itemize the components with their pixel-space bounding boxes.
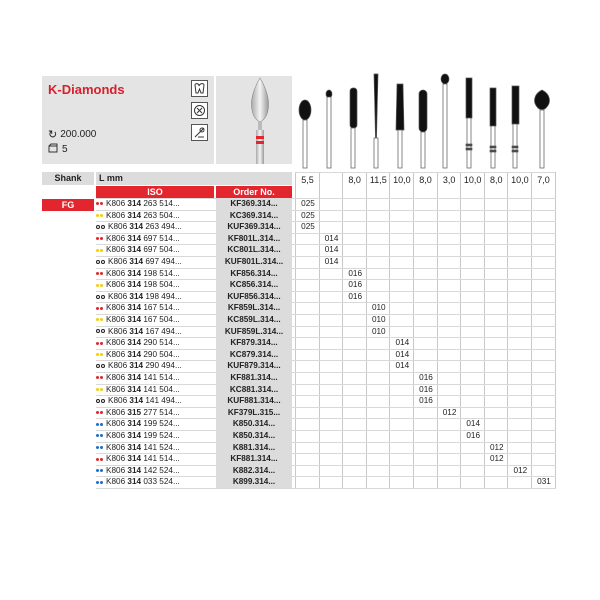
color-code-dot <box>100 307 103 310</box>
order-number[interactable]: KUF801L.314... <box>216 256 292 268</box>
color-code-dot <box>96 364 100 368</box>
color-code-dot <box>100 202 103 205</box>
iso-suffix: 198 494... <box>143 291 182 301</box>
iso-suffix: 263 504... <box>141 210 180 220</box>
iso-prefix: K806 <box>106 454 128 464</box>
iso-suffix: 142 524... <box>141 465 180 475</box>
order-number[interactable]: KF369.314... <box>216 198 292 210</box>
length-value: 11,5 <box>369 175 387 185</box>
diameter-value: 010 <box>371 315 386 324</box>
iso-prefix: K806 <box>106 315 128 324</box>
iso-cell <box>96 244 216 256</box>
color-code-dot <box>96 307 99 310</box>
iso-shank-code: 314 <box>127 280 142 290</box>
iso-cell <box>96 372 216 384</box>
diameter-value: 016 <box>348 291 363 301</box>
shank-fg: FG <box>42 199 94 211</box>
color-code-dot <box>100 376 103 379</box>
color-code-dot <box>96 272 99 275</box>
iso-suffix: 263 494... <box>143 222 182 232</box>
color-code-dot <box>96 446 99 449</box>
iso-cell <box>96 453 216 465</box>
diameter-value: 012 <box>489 442 504 452</box>
iso-shank-code: 314 <box>127 268 142 278</box>
length-value: 10,0 <box>511 175 529 185</box>
iso-prefix: K806 <box>106 349 128 359</box>
grid-column-line <box>555 172 556 488</box>
color-code-dot <box>100 458 103 461</box>
length-value: 7,0 <box>537 175 550 185</box>
order-number[interactable]: KUF881.314... <box>216 395 292 407</box>
bur-shape-879 <box>396 84 404 168</box>
order-number[interactable]: K882.314... <box>216 465 292 477</box>
drill-angle-icon <box>191 124 208 141</box>
order-number[interactable]: KF881.314... <box>216 453 292 465</box>
diameter-value: 031 <box>537 477 551 487</box>
iso-prefix: K806 <box>106 210 128 220</box>
grid-column-line <box>507 172 508 488</box>
iso-suffix: 141 504... <box>141 384 180 394</box>
iso-shank-code: 315 <box>127 407 142 417</box>
diameter-value: 016 <box>348 280 363 290</box>
diameter-value: 016 <box>419 396 433 406</box>
order-number[interactable]: K850.314... <box>216 430 292 442</box>
length-header: L mm <box>96 172 292 185</box>
iso-suffix: 277 514... <box>141 407 180 417</box>
iso-shank-code: 314 <box>127 465 142 475</box>
iso-prefix: K806 <box>106 199 128 208</box>
iso-header: ISO <box>96 186 214 198</box>
diamond-bur-image <box>216 76 292 164</box>
iso-suffix: 697 514... <box>141 233 180 243</box>
iso-shank-code: 314 <box>127 210 142 220</box>
order-header: Order No. <box>216 186 292 198</box>
iso-shank-code: 314 <box>129 257 144 266</box>
color-code-dot <box>100 423 103 426</box>
iso-suffix: 167 514... <box>141 303 180 313</box>
diameter-value: 014 <box>395 349 410 359</box>
color-code-dot <box>100 411 103 414</box>
color-code-dot <box>100 446 103 449</box>
package-icon <box>48 143 58 156</box>
iso-shank-code: 314 <box>129 291 144 301</box>
shank-header: Shank <box>42 172 94 185</box>
diameter-value: 016 <box>348 268 363 278</box>
iso-prefix: K806 <box>106 419 128 429</box>
order-number[interactable]: KF881.314... <box>216 372 292 384</box>
order-number[interactable]: KF801L.314... <box>216 233 292 245</box>
iso-suffix: 290 504... <box>141 349 180 359</box>
iso-shank-code: 314 <box>127 477 142 487</box>
iso-prefix: K806 <box>106 431 128 440</box>
color-code-dot <box>100 353 103 356</box>
iso-cell <box>96 314 216 326</box>
length-value: 10,0 <box>393 175 411 185</box>
rpm-value: 200.000 <box>60 129 97 140</box>
iso-cell <box>96 407 216 419</box>
iso-shank-code: 314 <box>129 222 144 232</box>
dental-preparation-icon <box>191 102 208 119</box>
iso-prefix: K806 <box>106 407 128 417</box>
iso-prefix: K806 <box>108 257 130 266</box>
iso-cell <box>96 302 216 314</box>
color-code-dot <box>96 342 99 345</box>
bur-shape-882 <box>512 86 519 168</box>
iso-cell <box>96 198 216 210</box>
color-code-dot <box>96 469 99 472</box>
iso-prefix: K806 <box>106 268 128 278</box>
iso-cell <box>96 256 216 268</box>
color-code-dot <box>96 411 99 414</box>
iso-prefix: K806 <box>106 280 128 290</box>
iso-suffix: 198 514... <box>141 268 180 278</box>
color-code-dot <box>96 318 99 321</box>
iso-prefix: K806 <box>106 442 128 452</box>
bur-image-panel <box>216 76 292 164</box>
color-code-dot <box>96 237 99 240</box>
color-code-dot <box>96 202 99 205</box>
length-value: 10,0 <box>463 175 482 185</box>
dental-crown-icon <box>191 80 208 97</box>
color-code-dot <box>96 249 99 252</box>
order-number[interactable]: KF379L.315... <box>216 407 292 419</box>
color-code-dot <box>96 260 100 264</box>
bur-shape-899 <box>535 90 550 168</box>
iso-cell <box>96 268 216 280</box>
iso-suffix: 141 494... <box>143 396 182 406</box>
iso-suffix: 141 514... <box>141 373 180 382</box>
iso-prefix: K806 <box>106 465 128 475</box>
color-code-dot <box>100 469 103 472</box>
pack-value: 5 <box>62 144 68 155</box>
iso-cell <box>96 442 216 454</box>
iso-shank-code: 314 <box>127 454 142 464</box>
bur-shape-881b <box>490 88 496 168</box>
iso-shank-code: 314 <box>127 233 142 243</box>
diameter-value: 014 <box>324 233 339 243</box>
iso-suffix: 167 504... <box>141 315 180 324</box>
diameter-value: 014 <box>466 419 481 429</box>
order-number[interactable]: KC801L.314... <box>216 244 292 256</box>
color-code-dot <box>101 329 105 333</box>
bur-shape-881 <box>419 90 427 168</box>
diameter-value: 016 <box>419 384 433 394</box>
diameter-value: 012 <box>442 407 457 417</box>
iso-shank-code: 314 <box>129 361 144 371</box>
grid-column-line <box>531 172 532 488</box>
iso-prefix: K806 <box>106 245 128 255</box>
color-code-dot <box>96 284 99 287</box>
diameter-value: 010 <box>371 326 386 336</box>
color-code-dot <box>100 237 103 240</box>
iso-cell <box>96 337 216 349</box>
iso-shank-code: 314 <box>127 199 142 208</box>
iso-shank-code: 314 <box>127 442 142 452</box>
color-code-dot <box>96 295 100 299</box>
iso-cell <box>96 279 216 291</box>
pack-row <box>48 143 68 156</box>
color-code-dot <box>100 272 103 275</box>
bur-shape-369 <box>299 100 311 168</box>
color-code-dot <box>96 423 99 426</box>
iso-prefix: K806 <box>106 477 128 487</box>
iso-suffix: 199 524... <box>141 419 180 429</box>
iso-cell <box>96 395 216 407</box>
order-number[interactable]: K881.314... <box>216 442 292 454</box>
iso-suffix: 697 504... <box>141 245 180 255</box>
length-value: 5,5 <box>301 175 314 185</box>
iso-prefix: K806 <box>106 233 128 243</box>
diameter-value: 010 <box>371 303 386 313</box>
diameter-value: 014 <box>395 361 410 371</box>
iso-prefix: K806 <box>106 338 128 348</box>
iso-shank-code: 314 <box>127 338 142 348</box>
iso-suffix: 697 494... <box>143 257 182 266</box>
color-code-dot <box>96 458 99 461</box>
iso-prefix: K806 <box>108 326 130 336</box>
diameter-value: 025 <box>301 199 315 208</box>
bur-shape-859l <box>374 74 378 168</box>
iso-shank-code: 314 <box>129 326 144 336</box>
diameter-value: 012 <box>513 465 528 475</box>
bur-shape-850 <box>466 78 472 168</box>
color-code-dot <box>100 388 103 391</box>
iso-shank-code: 314 <box>127 384 142 394</box>
iso-cell <box>96 384 216 396</box>
order-number[interactable]: KC859L.314... <box>216 314 292 326</box>
iso-prefix: K806 <box>106 303 128 313</box>
color-code-dot <box>101 225 105 229</box>
iso-cell <box>96 360 216 372</box>
iso-cell <box>96 210 216 222</box>
iso-prefix: K806 <box>108 361 130 371</box>
iso-prefix: K806 <box>108 291 130 301</box>
iso-suffix: 141 524... <box>141 442 180 452</box>
length-value: 3,0 <box>442 175 456 185</box>
color-code-dot <box>96 329 100 333</box>
iso-suffix: 033 524... <box>141 477 180 487</box>
color-code-dot <box>100 249 103 252</box>
iso-suffix: 263 514... <box>141 199 180 208</box>
diameter-value: 016 <box>419 373 433 382</box>
order-number[interactable]: KUF369.314... <box>216 221 292 233</box>
order-number[interactable]: KC879.314... <box>216 349 292 361</box>
product-title: K-Diamonds <box>48 82 125 97</box>
iso-suffix: 198 504... <box>141 280 180 290</box>
color-code-dot <box>96 214 99 217</box>
order-number[interactable]: KUF879.314... <box>216 360 292 372</box>
iso-suffix: 290 494... <box>143 361 182 371</box>
order-number[interactable]: K899.314... <box>216 476 292 488</box>
color-code-dot <box>100 214 103 217</box>
diameter-value: 014 <box>324 257 339 266</box>
iso-prefix: K806 <box>106 373 128 382</box>
iso-cell <box>96 465 216 477</box>
order-number[interactable]: KC856.314... <box>216 279 292 291</box>
color-code-dot <box>101 364 105 368</box>
order-number[interactable]: KF859L.314... <box>216 302 292 314</box>
iso-cell <box>96 221 216 233</box>
iso-cell <box>96 430 216 442</box>
order-number[interactable]: KUF859L.314... <box>216 326 292 338</box>
rpm-row <box>48 128 96 141</box>
color-code-dot <box>101 260 105 264</box>
order-number[interactable]: KC881.314... <box>216 384 292 396</box>
iso-cell <box>96 418 216 430</box>
diameter-value: 025 <box>301 210 315 220</box>
color-code-dot <box>101 399 105 403</box>
bur-shape-801l <box>326 90 332 168</box>
grid-column-line <box>437 172 438 488</box>
iso-cell <box>96 233 216 245</box>
iso-shank-code: 314 <box>127 373 142 382</box>
color-code-dot <box>96 225 100 229</box>
order-number[interactable]: K850.314... <box>216 418 292 430</box>
length-value: 8,0 <box>348 175 361 185</box>
iso-shank-code: 314 <box>127 431 142 440</box>
color-code-dot <box>100 481 103 484</box>
color-code-dot <box>96 434 99 437</box>
diameter-value: 014 <box>395 338 410 348</box>
iso-suffix: 290 514... <box>141 338 180 348</box>
grid-top-line <box>295 172 555 173</box>
order-number[interactable]: KF856.314... <box>216 268 292 280</box>
iso-cell <box>96 476 216 488</box>
color-code-dot <box>100 284 103 287</box>
iso-suffix: 141 514... <box>141 454 180 464</box>
diameter-value: 012 <box>489 454 504 464</box>
iso-suffix: 199 524... <box>141 431 180 440</box>
rotation-icon: ↻ <box>48 129 58 141</box>
iso-prefix: K806 <box>106 384 128 394</box>
iso-shank-code: 314 <box>127 419 142 429</box>
iso-shank-code: 314 <box>127 245 142 255</box>
color-code-dot <box>96 353 99 356</box>
diameter-value: 014 <box>324 245 339 255</box>
bur-shapes <box>294 66 556 170</box>
length-value: 8,0 <box>490 175 503 185</box>
color-code-dot <box>101 295 105 299</box>
iso-cell <box>96 291 216 303</box>
grid-column-line <box>413 172 414 488</box>
order-number[interactable]: KC369.314... <box>216 210 292 222</box>
color-code-dot <box>100 318 103 321</box>
iso-prefix: K806 <box>108 396 130 406</box>
iso-suffix: 167 494... <box>143 326 182 336</box>
color-code-dot <box>96 388 99 391</box>
bur-shape-379l <box>441 74 449 168</box>
iso-cell <box>96 326 216 338</box>
length-value: 8,0 <box>419 175 432 185</box>
iso-shank-code: 314 <box>127 315 142 324</box>
iso-shank-code: 314 <box>129 396 144 406</box>
diameter-value: 016 <box>466 431 481 440</box>
color-code-dot <box>96 376 99 379</box>
color-code-dot <box>96 399 100 403</box>
order-number[interactable]: KUF856.314... <box>216 291 292 303</box>
color-code-dot <box>100 342 103 345</box>
iso-shank-code: 314 <box>127 349 142 359</box>
color-code-dot <box>96 481 99 484</box>
diameter-value: 025 <box>301 222 315 232</box>
order-number[interactable]: KF879.314... <box>216 337 292 349</box>
iso-prefix: K806 <box>108 222 130 232</box>
color-code-dot <box>100 434 103 437</box>
iso-cell <box>96 349 216 361</box>
grid-column-line <box>342 172 343 488</box>
iso-shank-code: 314 <box>127 303 142 313</box>
bur-shape-856 <box>350 88 357 168</box>
